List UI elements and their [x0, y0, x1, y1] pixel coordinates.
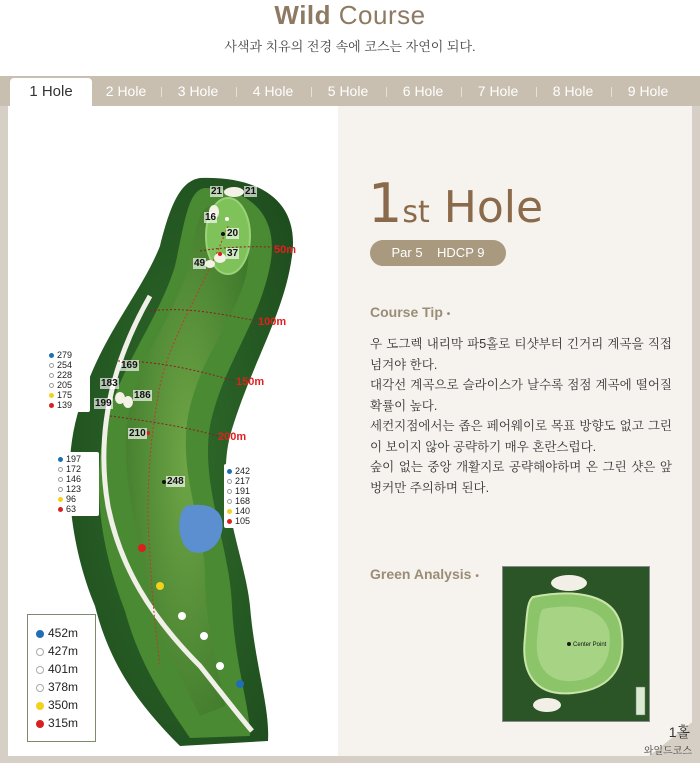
distance-row: 172 [58, 464, 96, 474]
distance-row: 105 [227, 516, 265, 526]
tab-hole-6[interactable]: 6 Hole [402, 83, 444, 99]
tab-hole-7[interactable]: 7 Hole [477, 83, 519, 99]
legend-row: 427m [36, 643, 78, 659]
tee-marker-yellow [156, 582, 164, 590]
target-point [218, 252, 222, 256]
bunker [224, 187, 244, 197]
distance-marker: 50m [274, 244, 297, 256]
distance-row: 175 [49, 390, 87, 400]
distance-row: 242 [227, 466, 265, 476]
map-yardage: 248 [167, 476, 184, 487]
tee-marker-blue [236, 680, 244, 688]
bunker [123, 396, 133, 408]
course-tip-text [370, 334, 672, 498]
hole-tab-bar [0, 76, 700, 106]
map-yardage: 16 [205, 212, 217, 223]
tab-separator [161, 87, 162, 97]
bunker [205, 260, 215, 268]
center-point-label: Center Point [573, 642, 607, 648]
distance-row: 228 [49, 370, 87, 380]
hole-corner-badge [640, 716, 700, 763]
tee-legend [27, 614, 96, 742]
map-yardage: 183 [101, 378, 118, 389]
tab-separator [461, 87, 462, 97]
course-subtitle: 사색과 치유의 전경 속에 코스는 자연이 되다. [224, 39, 476, 54]
distance-row: 168 [227, 496, 265, 506]
tip-paragraph: 숲이 없는 중앙 개활지로 공략해야하며 온 그린 샷은 앞 벙커만 주의하며 된다. [370, 460, 672, 495]
page-header [0, 0, 700, 76]
tee-marker-white [216, 662, 224, 670]
distance-row: 254 [49, 360, 87, 370]
map-yardage: 186 [134, 390, 151, 401]
tab-hole-1[interactable]: 1 Hole [10, 78, 92, 108]
distance-marker: 100m [258, 316, 287, 328]
tab-hole-2[interactable]: 2 Hole [105, 83, 147, 99]
distance-row: 205 [49, 380, 87, 390]
distance-row: 279 [49, 350, 87, 360]
tab-separator [386, 87, 387, 97]
map-yardage: 20 [227, 228, 239, 239]
content-border-right [692, 106, 700, 763]
map-yardage: 49 [194, 258, 206, 269]
course-tip-heading: Course Tip • [370, 304, 451, 320]
tab-hole-9[interactable]: 9 Hole [627, 83, 669, 99]
tee-marker-white [200, 632, 208, 640]
tab-hole-3[interactable]: 3 Hole [177, 83, 219, 99]
corner-hole-number: 1홀 [668, 724, 690, 740]
distance-table [55, 452, 99, 516]
map-yardage: 199 [95, 398, 112, 409]
distance-row: 140 [227, 506, 265, 516]
distance-row: 123 [58, 484, 96, 494]
distance-row: 139 [49, 400, 87, 410]
map-yardage: 169 [121, 360, 138, 371]
par-hdcp-badge: Par 5 HDCP 9 [370, 240, 506, 266]
legend-row: 378m [36, 679, 78, 695]
distance-table [46, 348, 90, 412]
green-analysis-heading: Green Analysis • [370, 566, 479, 582]
tee-marker-red [138, 544, 146, 552]
distance-row: 191 [227, 486, 265, 496]
target-point [225, 217, 229, 221]
distance-marker: 200m [218, 431, 247, 443]
distance-row: 146 [58, 474, 96, 484]
map-yardage: 37 [227, 248, 239, 259]
distance-row: 197 [58, 454, 96, 464]
tip-paragraph: 대각선 계곡으로 슬라이스가 날수록 점점 계곡에 떨어질 확률이 높다. [370, 378, 672, 413]
tab-separator [236, 87, 237, 97]
tip-paragraph: 세컨지점에서는 좁은 페어웨이로 목표 방향도 없고 그린이 보이지 않아 공략하기 매우 혼란스럽다. [370, 419, 672, 454]
corner-course-name: 와일드코스 [643, 746, 692, 757]
map-yardage: 21 [245, 186, 257, 197]
tab-separator [611, 87, 612, 97]
green-analysis-diagram [502, 566, 650, 722]
tab-hole-5[interactable]: 5 Hole [327, 83, 369, 99]
tab-hole-8[interactable]: 8 Hole [552, 83, 594, 99]
tee-marker-white [178, 612, 186, 620]
tab-separator [536, 87, 537, 97]
tab-hole-4[interactable]: 4 Hole [252, 83, 294, 99]
target-point [221, 232, 225, 236]
distance-table [224, 464, 268, 528]
map-yardage: 210 [129, 428, 146, 439]
distance-row: 63 [58, 504, 96, 514]
content-border-bottom [0, 755, 700, 763]
tab-separator [311, 87, 312, 97]
legend-row: 452m [36, 625, 78, 641]
map-yardage: 21 [211, 186, 223, 197]
hole-title: 1st Hole [368, 172, 544, 235]
distance-row: 217 [227, 476, 265, 486]
tip-paragraph: 우 도그렉 내리막 파5홀로 티샷부터 긴거리 계곡을 직접 넘겨야 한다. [370, 337, 672, 372]
legend-row: 350m [36, 697, 78, 713]
distance-marker: 150m [236, 376, 265, 388]
legend-row: 315m [36, 715, 78, 731]
course-title: Wild Course [274, 0, 426, 30]
distance-row: 96 [58, 494, 96, 504]
legend-row: 401m [36, 661, 78, 677]
